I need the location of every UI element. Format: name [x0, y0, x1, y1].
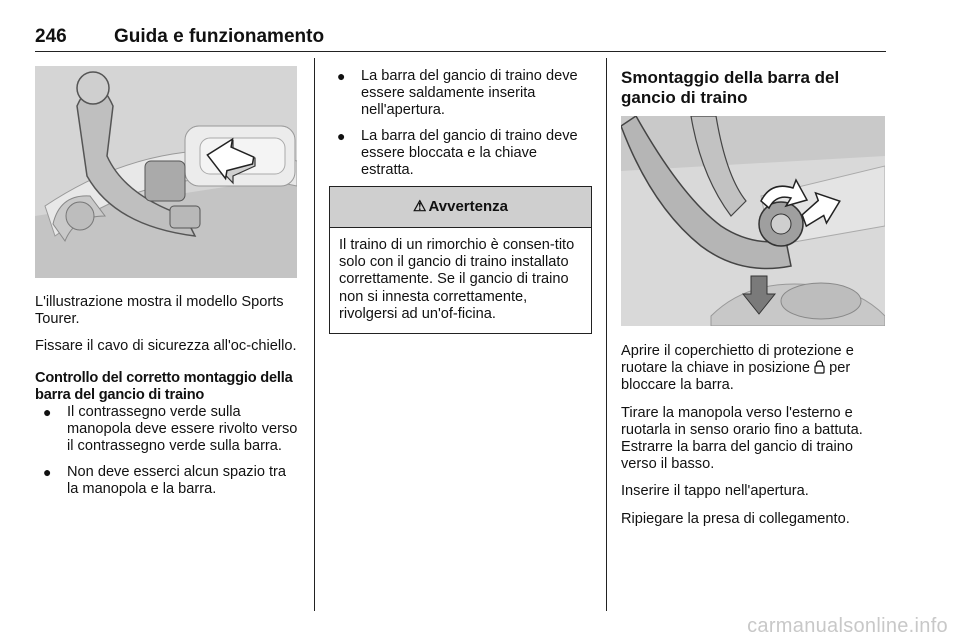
section-heading: Smontaggio della barra del gancio di traino — [621, 68, 840, 107]
warning-title: Avvertenza — [428, 198, 508, 215]
watermark: carmanualsonline.info — [747, 615, 948, 637]
page-header — [35, 22, 886, 52]
warning-icon: ⚠ — [413, 198, 427, 215]
figure-caption: L'illustrazione mostra il modello Sports Tourer. — [35, 294, 284, 328]
step-3: Inserire il tappo nell'apertura. — [621, 483, 809, 500]
step-4: Ripiegare la presa di collegamento. — [621, 510, 850, 527]
list-item: ● Non deve esserci alcun spazio tra la manopola e la barra. — [43, 463, 287, 497]
list-item: ● Il contrassegno verde sulla manopola deve essere rivolto verso il contrassegno verde sulla barra. — [43, 404, 298, 455]
bullet-icon: ● — [43, 463, 52, 480]
column-3 — [621, 68, 887, 108]
step-2: Tirare la manopola verso l'esterno e ruotarla in senso orario fino a battuta. Estrarre la barra del gancio di traino verso il basso. — [621, 404, 863, 473]
check-heading: Controllo del corretto montaggio della barra del gancio di traino — [35, 369, 293, 403]
page-title: Guida e funzionamento — [114, 26, 325, 47]
list-item: ● La barra del gancio di traino deve essere bloccata e la chiave estratta. — [337, 127, 578, 179]
column-3-body — [621, 343, 889, 538]
check-list — [35, 404, 301, 498]
warning-header — [330, 187, 591, 228]
towbar-installed-illustration — [35, 66, 297, 278]
header-rule — [35, 51, 886, 52]
column-divider-2 — [606, 58, 607, 611]
column-divider-1 — [314, 58, 315, 611]
column-2 — [329, 68, 593, 187]
list-item: ● La barra del gancio di traino deve essere saldamente inserita nell'apertura. — [337, 68, 578, 119]
step-1: Aprire il coperchietto di protezione e ruotare la chiave in posizione per bloccare la barra. — [621, 343, 854, 394]
bullet-icon: ● — [337, 127, 346, 144]
lock-closed-icon — [814, 360, 825, 374]
towbar-removal-illustration — [621, 116, 885, 326]
bullet-icon: ● — [337, 68, 346, 84]
instruction-text: Fissare il cavo di sicurezza all'oc-chiello. — [35, 338, 297, 355]
column-1 — [35, 294, 301, 506]
warning-box — [329, 186, 592, 334]
page-number: 246 — [35, 26, 67, 47]
install-list — [329, 68, 593, 179]
bullet-icon: ● — [43, 404, 52, 421]
warning-text: Il traino di un rimorchio è consen-tito solo con il gancio di traino installato correttamente. Se il gancio di traino non si innesta correttamente, rivolgersi ad un'of-ficina. — [339, 237, 575, 322]
